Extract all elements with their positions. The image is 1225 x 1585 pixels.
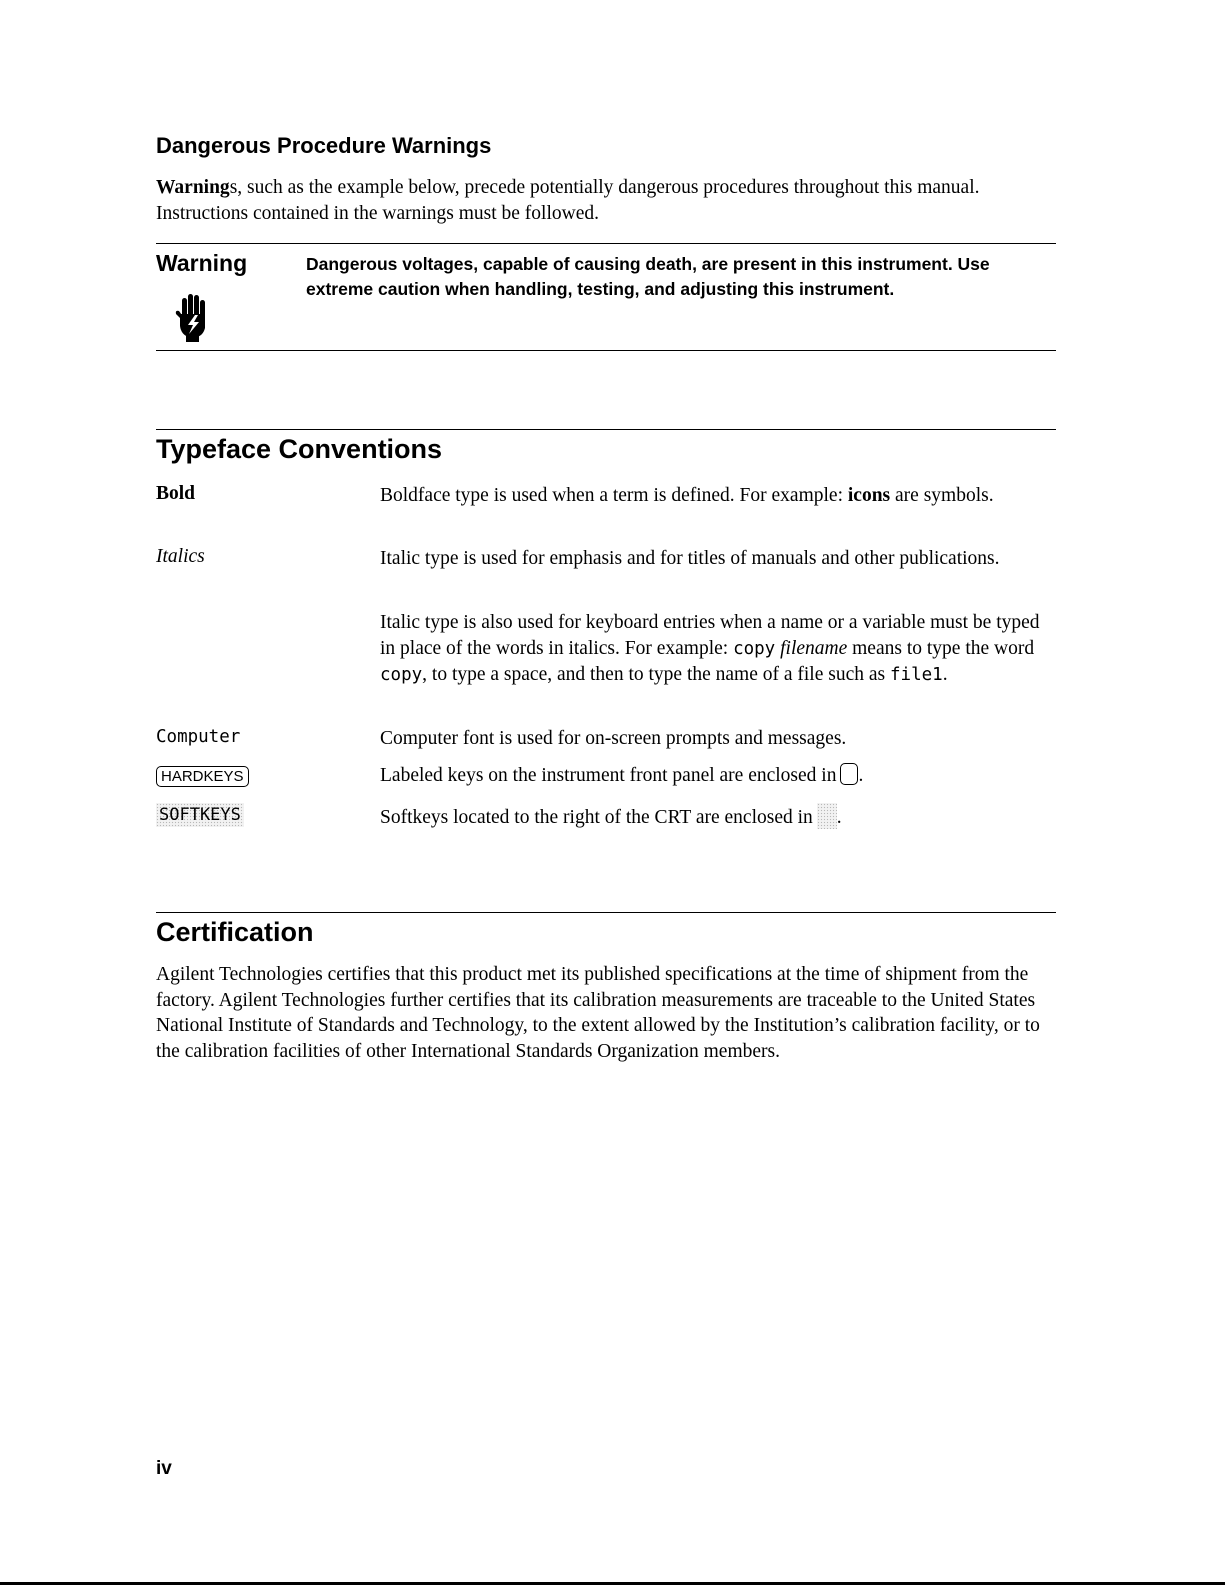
italic-filename: filename	[780, 638, 848, 659]
warnings-intro-paragraph	[156, 175, 1056, 227]
warning-label: Warning	[156, 250, 248, 276]
warning-bottom-rule	[156, 350, 1056, 351]
page-number: iv	[156, 1458, 172, 1479]
hardkey-sample: HARDKEYS	[156, 766, 249, 787]
desc-hardkeys	[380, 763, 1050, 789]
hardkey-box-icon	[840, 763, 858, 785]
term-hardkeys	[156, 765, 249, 787]
desc-italics-2	[380, 610, 1050, 688]
hand-lightning-icon	[174, 292, 214, 344]
desc-bold	[380, 483, 1050, 509]
desc-italics-2-a: Italic type is also used for keyboard entries when a name or a variable must be typed in place of the words in italics. For example:	[380, 612, 1040, 659]
desc-bold-text-end: are symbols.	[890, 485, 994, 506]
warning-top-rule	[156, 243, 1056, 244]
certification-heading: Certification	[156, 917, 314, 947]
desc-bold-example: icons	[847, 485, 891, 506]
term-computer: Computer	[156, 727, 241, 747]
warnings-heading: Dangerous Procedure Warnings	[156, 133, 492, 158]
desc-italics-2-b: means to type the word	[847, 638, 1035, 659]
term-softkeys	[156, 803, 244, 827]
term-italics: Italics	[156, 546, 205, 567]
warnings-intro-text: s, such as the example below, precede potentially dangerous procedures throughout this manual. Instructions contained in the warnings must be followed.	[156, 177, 980, 224]
typeface-section-rule	[156, 429, 1056, 430]
softkey-box-icon	[817, 803, 837, 829]
desc-hardkeys-end: .	[858, 765, 864, 786]
certification-section-rule	[156, 912, 1056, 913]
desc-softkeys-end: .	[836, 807, 842, 828]
typeface-heading: Typeface Conventions	[156, 434, 443, 464]
warning-text: Dangerous voltages, capable of causing death, are present in this instrument. Use extreme caution when handling, testing, and adjusting this instrument.	[306, 254, 990, 299]
desc-italics-2-c: , to type a space, and then to type the name of a file such as	[422, 664, 890, 685]
desc-hardkeys-text: Labeled keys on the instrument front panel are enclosed in	[380, 765, 837, 786]
warnings-intro-bold: Warning	[156, 177, 230, 198]
desc-computer: Computer font is used for on-screen prompts and messages.	[380, 728, 847, 749]
code-file1: file1	[890, 665, 943, 685]
desc-italics-1: Italic type is used for emphasis and for titles of manuals and other publications.	[380, 548, 1000, 569]
desc-softkeys	[380, 803, 1050, 831]
term-bold: Bold	[156, 483, 196, 504]
code-copy-1: copy	[733, 639, 776, 659]
desc-bold-text: Boldface type is used when a term is defined. For example:	[380, 485, 848, 506]
desc-italics-2-d: .	[942, 664, 948, 685]
code-copy-2: copy	[380, 665, 423, 685]
desc-softkeys-text: Softkeys located to the right of the CRT are enclosed in	[380, 807, 813, 828]
softkey-sample: SOFTKEYS	[156, 803, 244, 827]
certification-paragraph: Agilent Technologies certifies that this product met its published specifications at the time of shipment from the factory. Agilent Technologies further certifies that its calibration measurements are traceable to the United States National Institute of Standards and Technology, to the extent allowed by the Institution’s calibration facility, or to the calibration facilities of other International Standards Organization members.	[156, 964, 1040, 1062]
